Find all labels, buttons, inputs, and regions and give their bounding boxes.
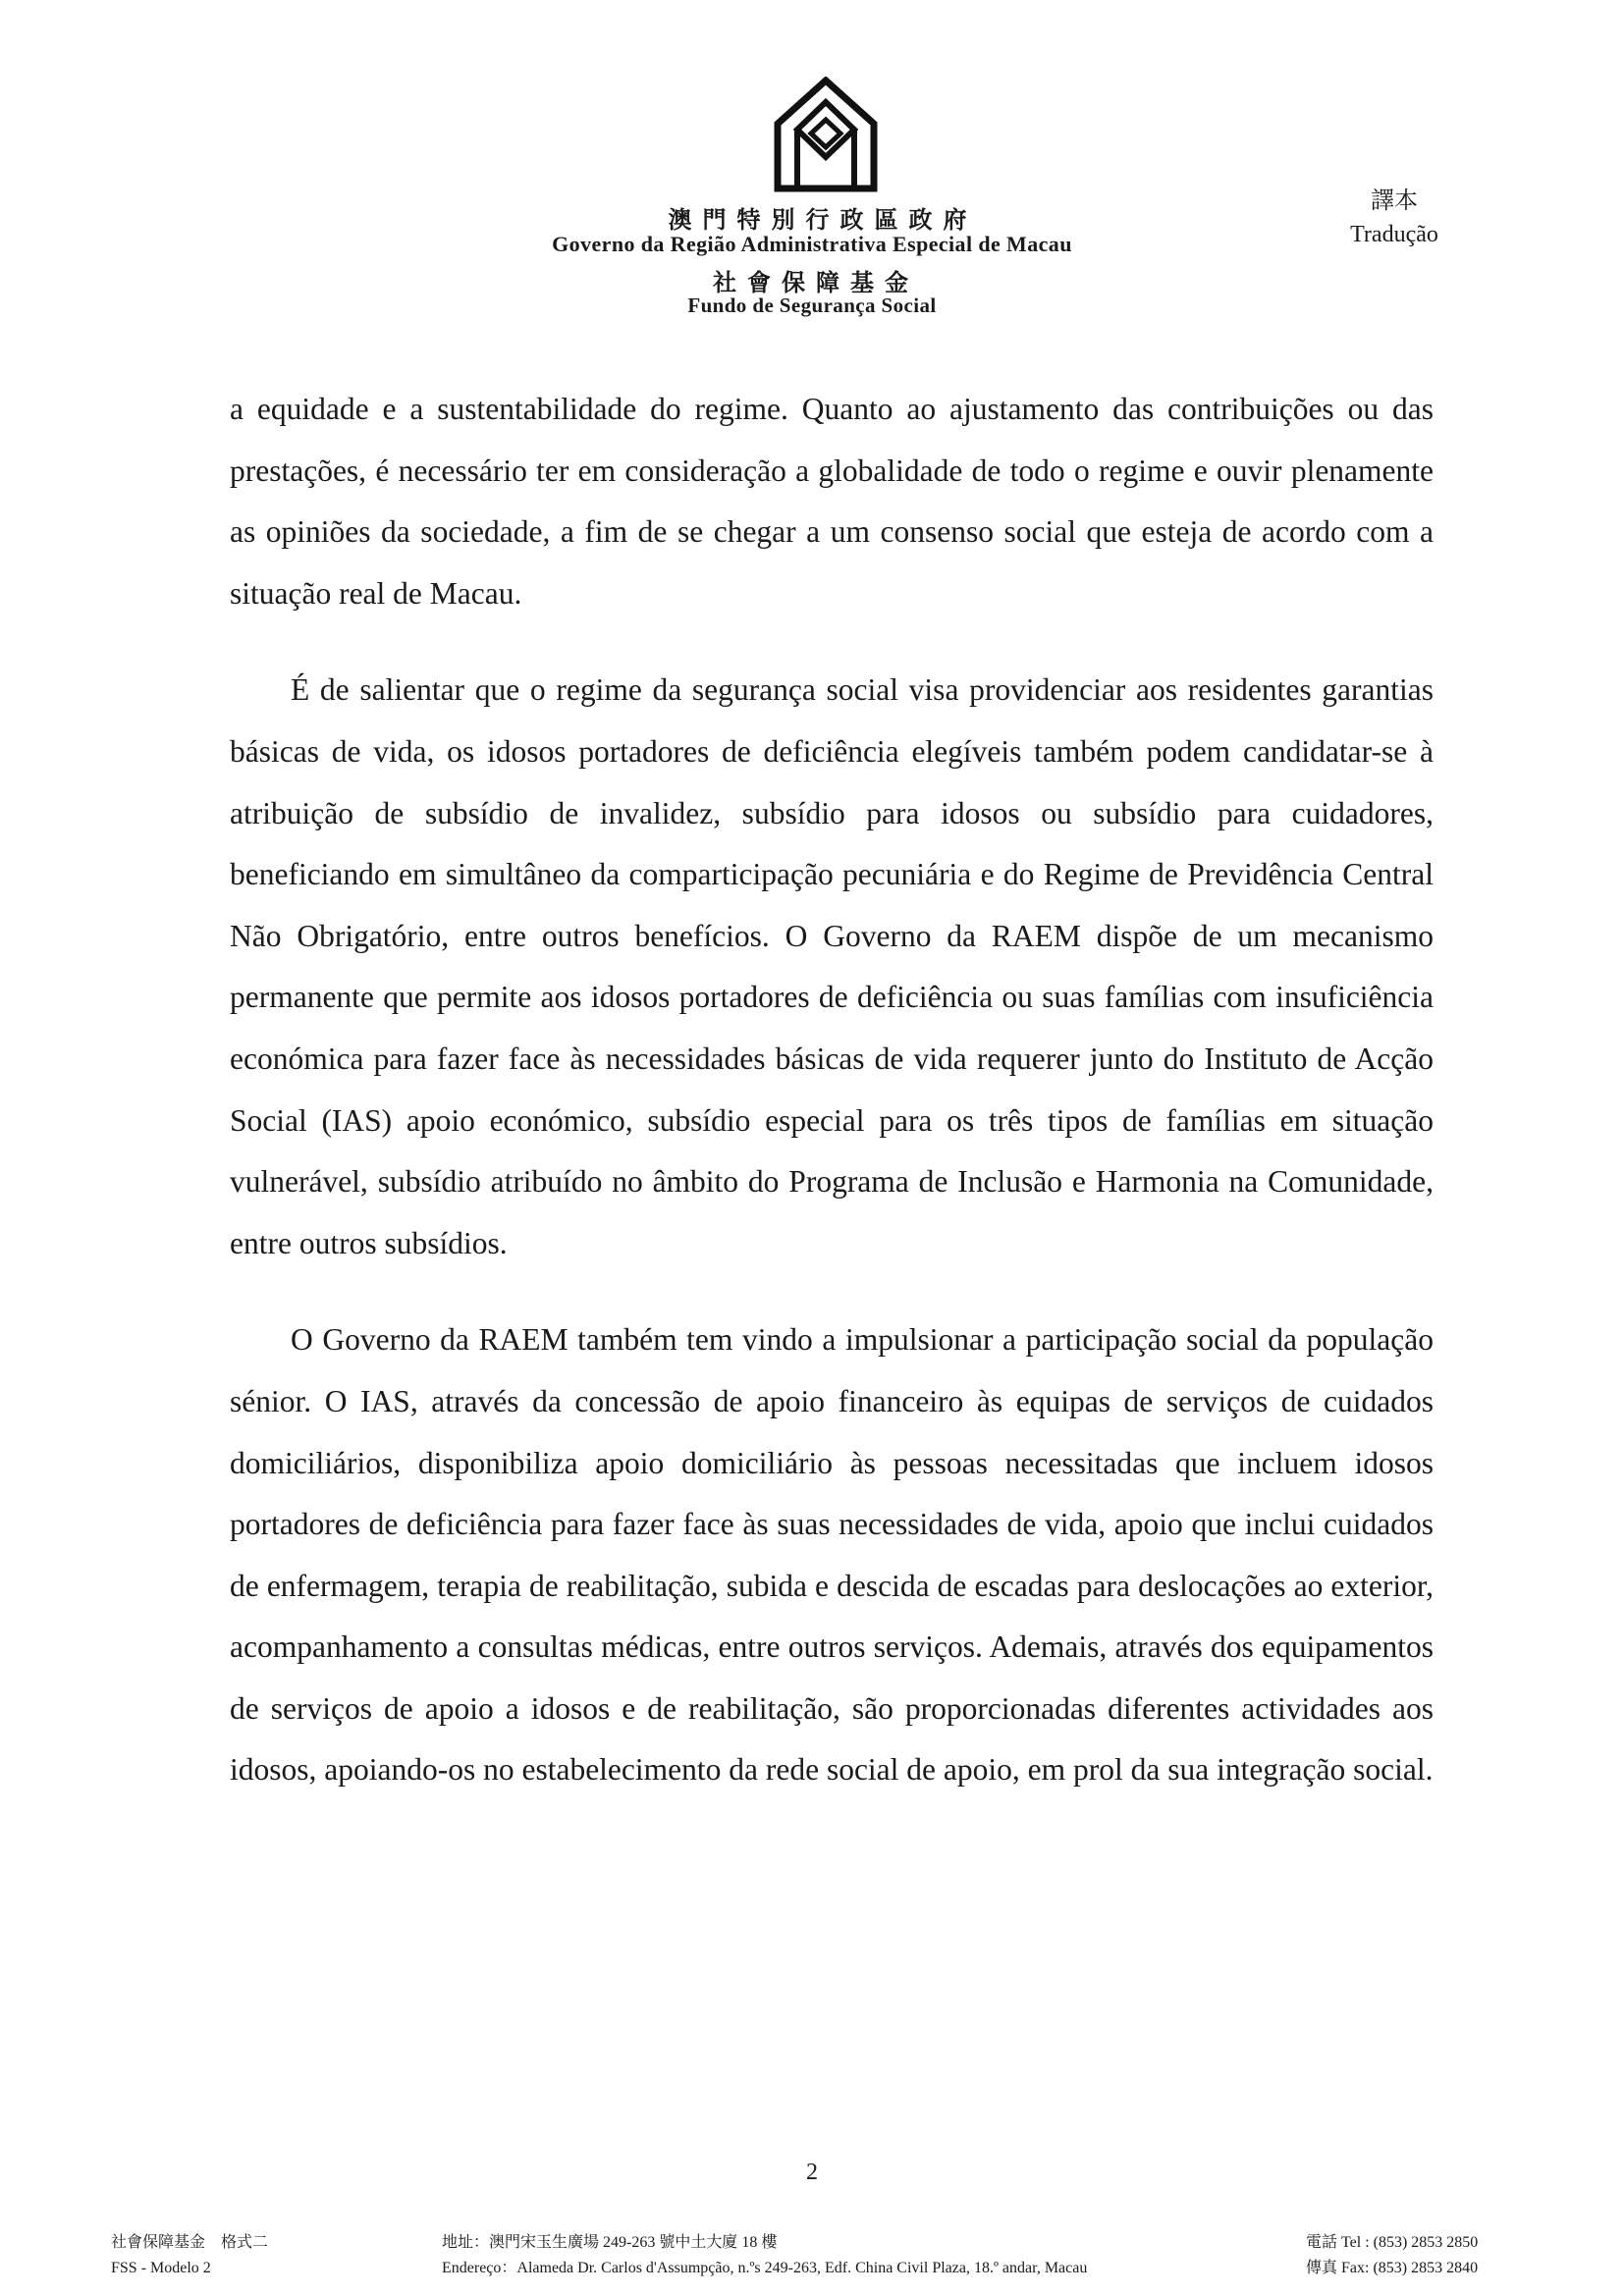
body-paragraph: É de salientar que o regime da segurança social visa providenciar aos residentes garantias básicas de vida, os idosos portadores de deficiência elegíveis também podem candidatar-se à atribuição de subsídio de invalidez, subsídio para idosos ou subsídio para cuidadores, beneficiando em simultâneo da comparticipação pecuniária e do Regime de Previdência Central Não Obrigatório, entre outros benefícios. O Governo da RAEM dispõe de um mecanismo permanente que permite aos idosos portadores de deficiência ou suas famílias com insuficiência económica para fazer face às necessidades básicas de vida requerer junto do Instituto de Acção Social (IAS) apoio económico, subsídio especial para os três tipos de famílias em situação vulnerável, subsídio atribuído no âmbito do Programa de Inclusão e Harmonia na Comunidade, entre outros subsídios. [230,672,1434,1260]
letterhead [0,69,1624,334]
government-name-chinese: 澳門特別行政區政府 [668,208,978,234]
fund-name-chinese: 社會保障基金 [713,271,919,296]
page-number: 2 [806,2160,818,2185]
fund-name-portuguese: Fundo de Segurança Social [687,294,937,317]
translation-label-chinese: 譯本 [1371,188,1418,214]
page-footer [0,2230,1624,2289]
telephone: 電話 Tel : (853) 2853 2850 [1306,2234,1479,2251]
address-chinese: 地址：澳門宋玉生廣場 249-263 號中土大廈 18 樓 [442,2234,778,2251]
address [442,2230,1087,2281]
body-paragraph: a equidade e a sustentabilidade do regime. Quanto ao ajustamento das contribuições ou das prestações, é necessário ter em consideração a globalidade de todo o regime e ouvir plenamente as opiniões da sociedade, a fim de se chegar a um consenso social que esteja de acordo com a situação real de Macau. [230,392,1434,611]
form-model-chinese: 社會保障基金 格式二 [111,2234,269,2251]
document-body [230,379,1434,1837]
body-paragraph: O Governo da RAEM também tem vindo a impulsionar a participação social da população sénior. O IAS, através da concessão de apoio financeiro às equipas de serviços de cuidados domiciliários, disponibiliza apoio domiciliário às pessoas necessitadas que incluem idosos portadores de deficiência para fazer face às suas necessidades de vida, apoio que inclui cuidados de enfermagem, terapia de reabilitação, subida e descida de escadas para deslocações ao exterior, acompanhamento a consultas médicas, entre outros serviços. Ademais, através dos equipamentos de serviços de apoio a idosos e de reabilitação, são proporcionadas diferentes actividades aos idosos, apoiando-os no estabelecimento da rede social de apoio, em prol da sua integração social. [230,1322,1434,1788]
government-name-portuguese: Governo da Região Administrativa Especial de Macau [552,232,1072,256]
contact-numbers [1306,2230,1478,2281]
translation-label [1286,185,1502,251]
form-model-portuguese: FSS - Modelo 2 [111,2260,211,2276]
fax: 傳真 Fax: (853) 2853 2840 [1306,2260,1479,2276]
macau-government-emblem-icon [774,77,878,192]
form-model [111,2230,268,2281]
translation-label-portuguese: Tradução [1350,222,1438,247]
address-portuguese: Endereço：Alameda Dr. Carlos d'Assumpção, n.ºs 249-263, Edf. China Civil Plaza, 18.º andar, Macau [442,2260,1088,2276]
